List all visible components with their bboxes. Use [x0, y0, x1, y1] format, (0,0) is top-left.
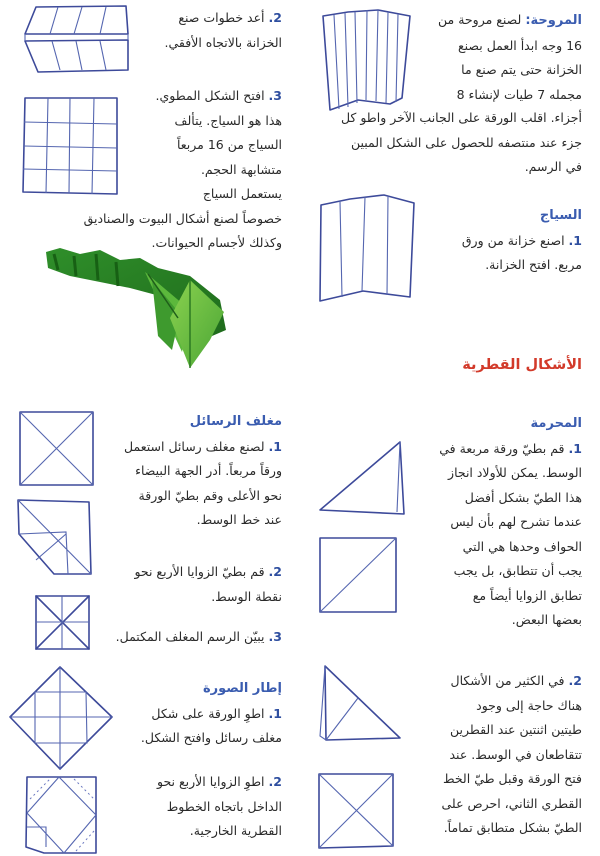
napkin-step2-line: 2.في الكثير من الأشكال [450, 673, 582, 688]
step-number: 2. [268, 564, 282, 579]
frame-step1-line: 1.اطوِ الورقة على شكل [151, 705, 282, 721]
napkin-step1-line: عندما تشرح لهم بأن ليس [450, 514, 582, 529]
napkin-square-diagonal-diagram [318, 536, 400, 614]
frame-step2-line: 2.اطوِ الزوايا الأربع نحو [156, 774, 282, 789]
napkin-step1-line: الحواف وحدها هي التي [462, 538, 582, 554]
fence-title: السياج [539, 208, 582, 223]
fan-line: الخزانة حتى يتم صنع ما [461, 62, 582, 77]
fan-line: المروحة: لصنع مروحة من [438, 12, 582, 28]
napkin-step2-line: القطري الثاني، احرص على [441, 795, 582, 811]
napkin-step1-line: بعضها البعض. [511, 612, 582, 627]
fan-line: مجمله 7 طيات لإنشاء 8 [456, 86, 582, 102]
napkin-step1-line: يجب أن تتطابق، بل يجب [453, 563, 582, 578]
envelope-step1-line: نحو الأعلى وقم بطيّ الورقة [138, 487, 282, 503]
envelope-complete-diagram [34, 594, 92, 652]
fence-step3 [0, 84, 282, 256]
step-number: 1. [268, 705, 282, 721]
fan-text [312, 8, 582, 107]
fence-step3-line: السياج من 16 مربعاً [176, 137, 282, 152]
napkin-step1-line: تطابق الزوايا أيضاً مع [472, 587, 582, 603]
frame-step1-line: مغلف رسائل وافتح الشكل. [140, 730, 282, 745]
fence-step3-line: 3.افتح الشكل المطوي. [155, 88, 282, 103]
fan-text-wide [292, 106, 582, 180]
step-number: 1. [568, 232, 582, 248]
fan-line: 16 وجه ابدأ العمل بصنع [458, 37, 582, 53]
step-number: 1. [568, 440, 582, 456]
fan-line: جزء عند منتصفه للحصول على الشكل المبين [350, 134, 582, 150]
napkin-step2 [387, 669, 582, 841]
fence-step2 [122, 6, 282, 55]
envelope-corner-fold-diagram [16, 498, 96, 578]
fence-step2-line: 2.أعد خطوات صنع [178, 10, 282, 25]
fence-step3-line: هذا هو السياج. يتألف [174, 112, 282, 128]
napkin-step2-line: تتقاطعان في الوسط. عند [449, 746, 582, 762]
frame-step2 [97, 770, 282, 844]
cabinet-fold-diagram [318, 193, 418, 303]
envelope-step2-line: نقطة الوسط. [211, 588, 282, 604]
fence-step1-line: مربع. افتح الخزانة. [485, 257, 582, 272]
step-number: 3. [268, 629, 282, 644]
envelope-step3 [97, 625, 282, 650]
napkin-step2-line: الطيّ بشكل متطابق تماماً. [443, 820, 582, 835]
napkin-square-x-diagram [318, 772, 398, 850]
frame-folded-corners-diagram [24, 775, 100, 855]
step-number: 3. [268, 88, 282, 103]
napkin-step2-line: طيتين اثنتين عند القطرين [449, 722, 582, 737]
fence-step3-line: وكذلك لأجسام الحيوانات. [151, 235, 282, 250]
envelope-step1-line: ورقاً مربعاً. أدر الجهة البيضاء [135, 463, 282, 478]
napkin-title: المحرمة [530, 416, 582, 431]
step-number: 2. [268, 774, 282, 789]
fan-line: في الرسم. [524, 159, 582, 174]
fence-step2-line: الخزانة بالاتجاه الأفقي. [164, 34, 282, 50]
napkin-folded-triangle-diagram [318, 440, 408, 520]
frame-section [97, 677, 282, 751]
step-number: 1. [268, 438, 282, 454]
napkin-step1-line: الوسط. يمكن للأولاد انجاز [448, 465, 582, 480]
fan-line: أجزاء. اقلب الورقة على الجانب الآخر واطو كل [340, 110, 582, 125]
envelope-step2 [97, 560, 282, 609]
green-origami-animal-photo [40, 240, 260, 370]
envelope-step1-line: عند خط الوسط. [196, 512, 282, 527]
fan-title: المروحة: [525, 13, 582, 28]
envelope-square-x-diagram [18, 410, 96, 488]
envelope-step1-line: 1.لصنع مغلف رسائل استعمل [124, 438, 282, 454]
fence-horizontal-fold-diagram [22, 4, 132, 74]
fence-step1-line: 1.اصنع خزانة من ورق [461, 232, 582, 248]
frame-step2-line: الداخل باتجاه الخطوط [166, 798, 282, 814]
step-number: 2. [568, 673, 582, 688]
napkin-step1-line: هذا الطيّ بشكل أفضل [464, 489, 582, 505]
fence-step3-line: متشابهة الحجم. [200, 161, 282, 177]
step-number: 2. [268, 10, 282, 25]
napkin-step1-line: 1.قم بطيّ ورقة مربعة في [439, 440, 582, 456]
frame-step2-line: القطرية الخارجية. [189, 823, 282, 838]
diagonal-shapes-section [362, 353, 582, 378]
fence-step3-line: خصوصاً لصنع أشكال البيوت والصناديق [83, 210, 282, 226]
napkin-step2-line: هناك حاجة إلى وجود [476, 697, 582, 713]
section-title-diagonal-shapes: الأشكال القطرية [462, 357, 582, 373]
fence-intro [412, 204, 582, 278]
envelope-title: مغلف الرسائل [189, 414, 282, 429]
napkin-step2-line: فتح الورقة وقبل طيّ الخط [443, 771, 582, 786]
envelope-step2-line: 2.قم بطيّ الزوايا الأربع نحو [134, 564, 282, 579]
fence-step3-line: يستعمل السياج [202, 186, 282, 201]
envelope-step3-line: 3.يبيّن الرسم المغلف المكتمل. [115, 629, 282, 644]
frame-title: إطار الصورة [202, 681, 282, 696]
envelope-section [97, 410, 282, 533]
napkin-section [402, 412, 582, 633]
